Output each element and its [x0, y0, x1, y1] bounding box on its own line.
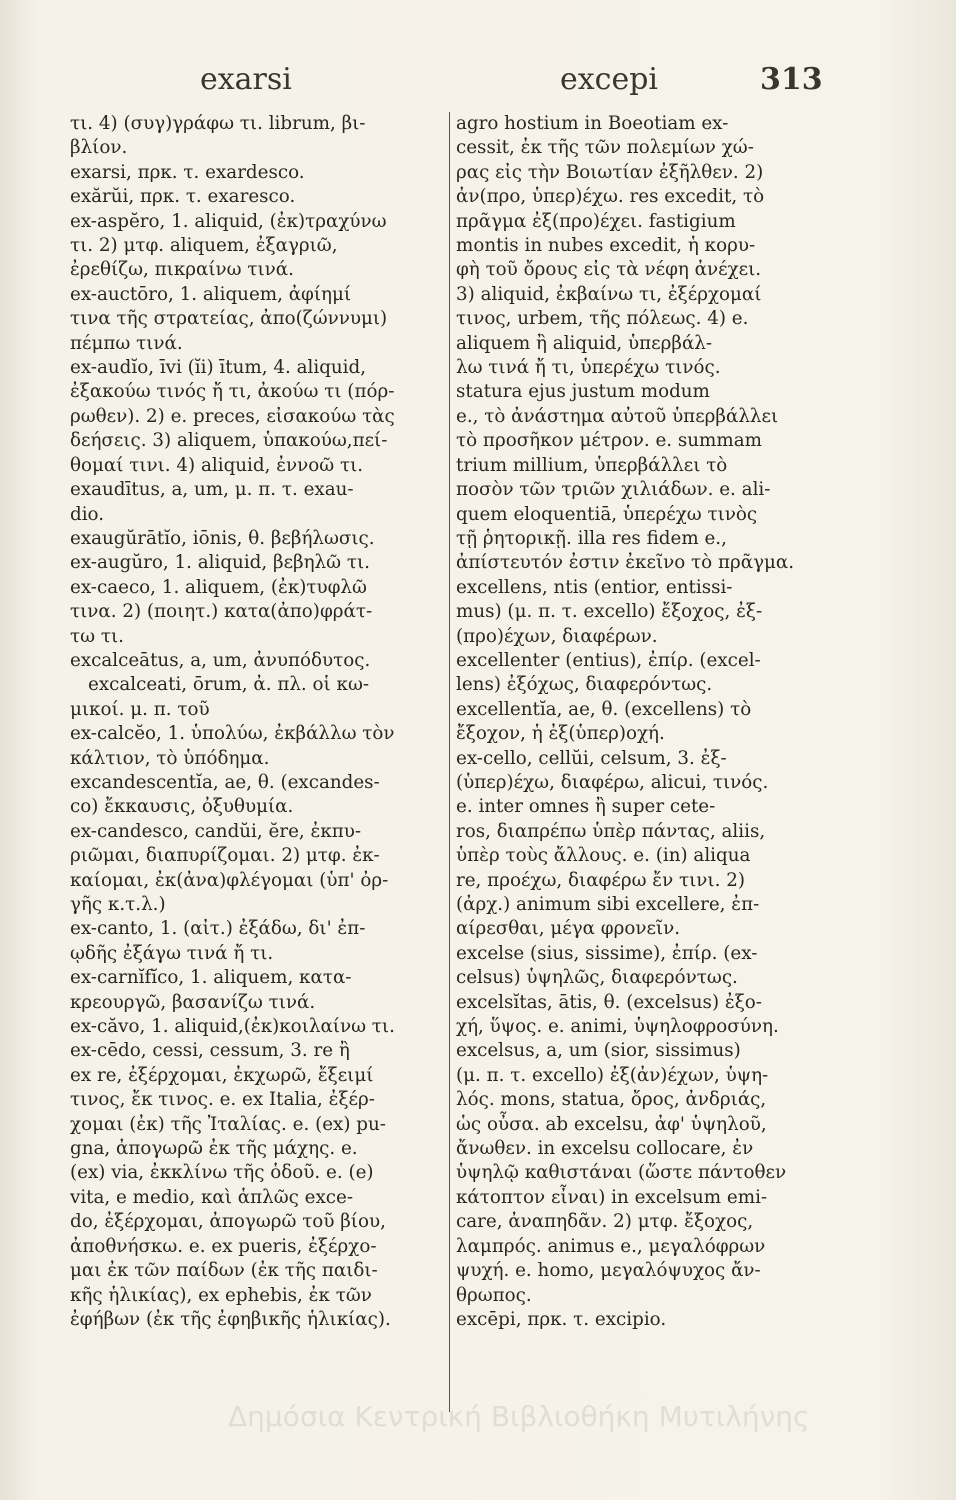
- entry-line: statura ejus justum modum: [456, 381, 710, 403]
- entry-line: ex-auctōro, 1. aliquem, ἀφίημί: [70, 283, 352, 305]
- entry-line: καίομαι, ἐκ(ἀνα)φλέγομαι (ὑπ' ὀρ-: [70, 869, 389, 891]
- entry-line: aliquem ἢ aliquid, ὑπερβάλ-: [456, 332, 713, 354]
- entry-line: exaudītus, a, um, μ. π. τ. exau-: [70, 479, 354, 501]
- entry-line: ἀπίστευτόν ἐστιν ἐκεῖνο τὸ πρᾶγμα.: [456, 552, 795, 574]
- entry-line: ἐφήβων (ἐκ τῆς ἐφηβικῆς ἡλικίας).: [70, 1308, 391, 1330]
- entry-line: ῳδῆς ἐξάγω τινά ἤ τι.: [70, 942, 274, 964]
- page-number: 313: [760, 62, 823, 97]
- entry-line: excandescentĭa, ae, θ. (excandes-: [70, 771, 380, 793]
- entry-line: excellens, ntis (entior, entissi-: [456, 576, 733, 598]
- entry-line: αίρεσθαι, μέγα φρονεῖν.: [456, 918, 681, 940]
- entry-line: co) ἔκκαυσις, ὀξυθυμία.: [70, 796, 294, 818]
- entry-line: βλίον.: [70, 137, 128, 159]
- left-column: [70, 112, 444, 1412]
- entry-line: ex-calcĕo, 1. ὑπολύω, ἐκβάλλω τὸν: [70, 723, 395, 745]
- entry-line: re, προέχω, διαφέρω ἔν τινι. 2): [456, 869, 745, 891]
- entry-line: τινος, ἔκ τινος. e. ex Italia, ἐξέρ-: [70, 1089, 375, 1111]
- entry-line: πέμπω τινά.: [70, 332, 183, 354]
- library-watermark: Δημόσια Κεντρική Βιβλιοθήκη Μυτιλήνης: [228, 1400, 810, 1433]
- entry-line: ὑψηλῷ καθιστάναι (ὥστε πάντοθεν: [456, 1162, 787, 1184]
- entry-line: (μ. π. τ. excello) ἐξ(ἀν)έχων, ὑψη-: [456, 1064, 769, 1086]
- entry-line: excellentĭa, ae, θ. (excellens) τὸ: [456, 698, 752, 720]
- entry-line: ἐρεθίζω, πικραίνω τινά.: [70, 259, 294, 281]
- entry-line: exarsi, πρκ. τ. exardesco.: [70, 161, 305, 183]
- entry-line: πρᾶγμα ἐξ(προ)έχει. fastigium: [456, 210, 736, 232]
- entry-line: ex re, ἐξέρχομαι, ἐκχωρῶ, ἔξειμί: [70, 1064, 374, 1086]
- entry-line: τι. 2) μτφ. aliquem, ἐξαγριῶ,: [70, 235, 338, 257]
- entry-line: ex-carnĭfĭco, 1. aliquem, κατα-: [70, 967, 352, 989]
- right-guide-word: excepi: [560, 62, 659, 97]
- entry-line: ex-audĭo, īvi (ĭi) ītum, 4. aliquid,: [70, 357, 367, 379]
- entry-line: κῆς ἡλικίας), ex ephebis, ἐκ τῶν: [70, 1284, 372, 1306]
- column-divider: [449, 112, 450, 1412]
- entry-line: exărŭi, πρκ. τ. exaresco.: [70, 186, 296, 208]
- entry-line: e. inter omnes ἢ super cete-: [456, 796, 716, 818]
- entry-line: ex-caeco, 1. aliquem, (ἐκ)τυφλῶ: [70, 576, 367, 598]
- entry-line: (ex) via, ἐκκλίνω τῆς ὁδοῦ. e. (e): [70, 1162, 374, 1184]
- entry-line: montis in nubes excedit, ἡ κορυ-: [456, 235, 756, 257]
- entry-line: ex-canto, 1. (αἰτ.) ἐξάδω, δι' ἐπ-: [70, 918, 366, 940]
- entry-line: ἀποθνήσκω. e. ex pueris, ἐξέρχο-: [70, 1235, 377, 1257]
- entry-line: ex-augŭro, 1. aliquid, βεβηλῶ τι.: [70, 552, 370, 574]
- entry-line: κάλτιον, τὸ ὑπόδημα.: [70, 747, 270, 769]
- entry-line: celsus) ὑψηλῶς, διαφερόντως.: [456, 967, 738, 989]
- entry-line: ριῶμαι, διαπυρίζομαι. 2) μτφ. ἐκ-: [70, 845, 380, 867]
- entry-line: τινα τῆς στρατείας, ἀπο(ζώννυμι): [70, 308, 388, 330]
- entry-line: e., τὸ ἀνάστημα αὐτοῦ ὑπερβάλλει: [456, 405, 779, 427]
- entry-line: excelse (sius, sissime), ἐπίρ. (ex-: [456, 942, 758, 964]
- entry-line: ex-candesco, candŭi, ĕre, ἐκπυ-: [70, 820, 362, 842]
- entry-line: vita, e medio, καὶ ἁπλῶς exce-: [70, 1186, 354, 1208]
- entry-line: ἄνωθεν. in excelsu collocare, ἐν: [456, 1138, 754, 1160]
- entry-line: excelsus, a, um (sior, sissimus): [456, 1040, 741, 1062]
- entry-line: mus) (μ. π. τ. excello) ἔξοχος, ἐξ-: [456, 601, 763, 623]
- entry-line: φὴ τοῦ ὄρους εἰς τὰ νέφη ἀνέχει.: [456, 259, 762, 281]
- left-guide-word: exarsi: [200, 62, 292, 97]
- entry-line: χομαι (ἐκ) τῆς Ἰταλίας. e. (ex) pu-: [70, 1113, 386, 1135]
- entry-line: γῆς κ.τ.λ.): [70, 894, 166, 915]
- entry-line: ρωθεν). 2) e. preces, εἰσακούω τὰς: [70, 405, 395, 427]
- entry-line: care, ἀναπηδᾶν. 2) μτφ. ἔξοχος,: [456, 1211, 754, 1233]
- entry-line: excellenter (entius), ἐπίρ. (excel-: [456, 649, 761, 671]
- entry-line: λός. mons, statua, ὄρος, ἀνδριάς,: [456, 1089, 767, 1111]
- entry-line: τινα. 2) (ποιητ.) κατα(ἀπο)φράτ-: [70, 601, 373, 623]
- entry-line: (ὑπερ)έχω, διαφέρω, alicui, τινός.: [456, 771, 769, 793]
- entry-line: ἀν(προ, ὑπερ)έχω. res excedit, τὸ: [456, 186, 765, 208]
- entry-line: lens) ἐξόχως, διαφερόντως.: [456, 674, 713, 696]
- entry-line: ex-cello, cellŭi, celsum, 3. ἐξ-: [456, 747, 727, 769]
- entry-line: gna, ἀπογωρῶ ἐκ τῆς μάχης. e.: [70, 1138, 358, 1160]
- entry-line: τι. 4) (συγ)γράφω τι. librum, βι-: [70, 113, 366, 134]
- entry-line: θρωπος.: [456, 1284, 532, 1306]
- entry-line: τῇ ῥητορικῇ. illa res fidem e.,: [456, 527, 727, 549]
- entry-line: excalceati, ōrum, ἀ. πλ. οἱ κω-: [88, 674, 370, 696]
- entry-line: μαι ἐκ τῶν παίδων (ἐκ τῆς παιδι-: [70, 1260, 378, 1282]
- entry-line: cessit, ἐκ τῆς τῶν πολεμίων χώ-: [456, 137, 754, 159]
- entry-line: κάτοπτον εἶναι) in excelsum emi-: [456, 1186, 768, 1208]
- entry-line: 3) aliquid, ἐκβαίνω τι, ἐξέρχομαί: [456, 283, 762, 305]
- entry-line: τινος, urbem, τῆς πόλεως. 4) e.: [456, 308, 749, 330]
- entry-line: ψυχή. e. homo, μεγαλόψυχος ἄν-: [456, 1260, 761, 1282]
- entry-line: ἔξοχον, ἡ ἐξ(ὑπερ)οχή.: [456, 723, 665, 745]
- entry-line: quem eloquentiā, ὑπερέχω τινὸς: [456, 503, 758, 525]
- entry-line: θομαί τινι. 4) aliquid, ἐννοῶ τι.: [70, 454, 364, 476]
- page-header: [0, 60, 956, 104]
- entry-line: τω τι.: [70, 625, 124, 647]
- entry-line: χή, ὕψος. e. animi, ὑψηλοφροσύνη.: [456, 1016, 779, 1038]
- entry-line: exaugŭrātĭo, iōnis, θ. βεβήλωσις.: [70, 527, 375, 549]
- entry-line: excēpi, πρκ. τ. excipio.: [456, 1308, 667, 1330]
- entry-line: ὡς οὖσα. ab excelsu, ἀφ' ὑψηλοῦ,: [456, 1113, 767, 1135]
- entry-line: (προ)έχων, διαφέρων.: [456, 625, 658, 647]
- entry-line: ex-căvo, 1. aliquid,(ἐκ)κοιλαίνω τι.: [70, 1016, 395, 1038]
- entry-line: λαμπρός. animus e., μεγαλόφρων: [456, 1235, 766, 1257]
- entry-line: δεήσεις. 3) aliquem, ὑπακούω,πεί-: [70, 430, 388, 452]
- entry-line: ros, διαπρέπω ὑπὲρ πάντας, aliis,: [456, 820, 766, 842]
- right-column: [456, 112, 836, 1412]
- entry-line: dio.: [70, 503, 105, 525]
- entry-line: agro hostium in Boeotiam ex-: [456, 113, 729, 134]
- entry-line: κρεουργῶ, βασανίζω τινά.: [70, 991, 316, 1013]
- entry-line: λω τινά ἤ τι, ὑπερέχω τινός.: [456, 357, 721, 379]
- entry-line: τὸ προσῆκον μέτρον. e. summam: [456, 430, 762, 452]
- entry-line: ὑπὲρ τοὺς ἄλλους. e. (in) aliqua: [456, 845, 751, 867]
- entry-line: (ἀρχ.) animum sibi excellere, ἐπ-: [456, 894, 760, 915]
- entry-line: trium millium, ὑπερβάλλει τὸ: [456, 454, 728, 476]
- entry-line: do, ἐξέρχομαι, ἀπογωρῶ τοῦ βίου,: [70, 1211, 386, 1233]
- entry-line: ποσὸν τῶν τριῶν χιλιάδων. e. ali-: [456, 479, 771, 501]
- entry-line: μικοί. μ. π. τοῦ: [70, 698, 210, 720]
- entry-line: ἐξακούω τινός ἤ τι, ἀκούω τι (πόρ-: [70, 381, 395, 403]
- entry-line: ex-aspĕro, 1. aliquid, (ἐκ)τραχύνω: [70, 210, 387, 232]
- entry-line: ex-cēdo, cessi, cessum, 3. re ἢ: [70, 1040, 350, 1062]
- entry-line: ρας εἰς τὴν Βοιωτίαν ἐξῆλθεν. 2): [456, 161, 764, 183]
- entry-line: excelsĭtas, ātis, θ. (excelsus) ἐξο-: [456, 991, 762, 1013]
- entry-line: excalceātus, a, um, ἀνυπόδυτος.: [70, 649, 371, 671]
